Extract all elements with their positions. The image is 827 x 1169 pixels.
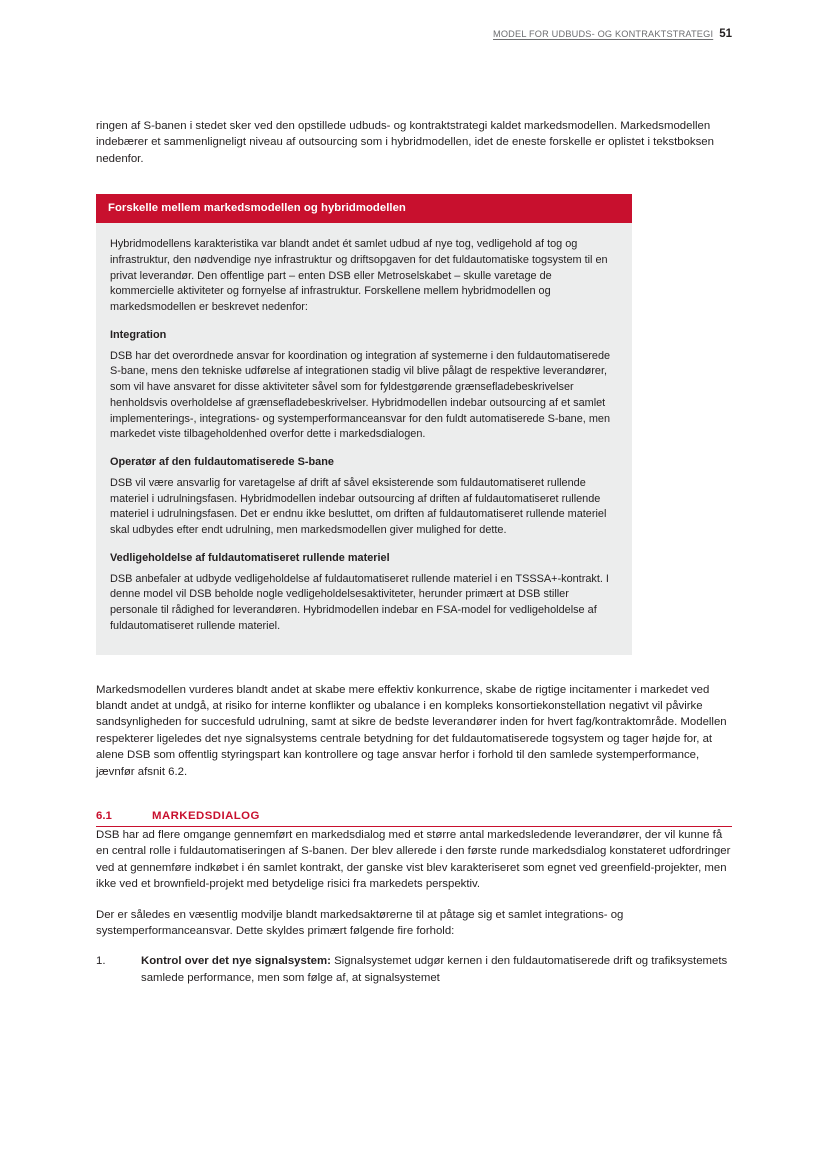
page-number: 51 (719, 28, 732, 40)
callout-paragraph-maintenance: DSB anbefaler at udbyde vedligeholdelse af fuldautomatiseret rullende materiel i en TSSSA+-kontrakt. I denne model vil DSB beholde nogle vedligeholdelsesaktiviteter, herunder primært at DSB stiller personale til rådighed for leverandøren. Hybridmodellen indebar en FSA-model for vedligeholdelse af fuldautomatiseret rullende materiel. (110, 572, 609, 632)
callout-title: Forskelle mellem markedsmodellen og hybridmodellen (96, 194, 632, 223)
page-header (96, 28, 732, 40)
callout-intro-paragraph: Hybridmodellens karakteristika var blandt andet ét samlet udbud af nye tog, vedligehold af tog og infrastruktur, den nødvendige nye infrastruktur og driftsopgaven for det fuldautomatiske togsystem til en privat leverandør. Den offentlige part – enten DSB eller Metroselskabet – skulle varetage de kommercielle aktiviteter og fornyelse af infrastruktur. Forskellene mellem hybridmodellen og markedsmodellen er beskrevet nedenfor: (110, 238, 608, 314)
list-item-lead: Kontrol over det nye signalsystem: (141, 955, 331, 968)
list-item-text (141, 953, 732, 986)
callout-subheading-operator: Operatør af den fuldautomatiserede S-bane (110, 455, 334, 468)
running-title: MODEL FOR UDBUDS- OG KONTRAKTSTRATEGI (493, 29, 714, 39)
page-content (96, 118, 732, 986)
section-heading (96, 810, 732, 827)
callout-body (96, 223, 632, 654)
intro-paragraph: ringen af S-banen i stedet sker ved den opstillede udbuds- og kontraktstrategi kaldet markedsmodellen. Markedsmodellen indebærer et sammenligneligt niveau af outsourcing som i hybridmodellen, idet de eneste forskelle er oplistet i tekstboksen nedenfor. (96, 120, 714, 165)
callout-paragraph-operator: DSB vil være ansvarlig for varetagelse af drift af såvel eksisterende som fuldautomatiseret rullende materiel i udrulningsfasen. Hybridmodellen indebar outsourcing af driften af fuldautomatiseret rullende materiel i udrulningsfasen. Det er endnu ikke besluttet, om driften af fuldautomatiseret rullende materiel skal udbydes efter endt udrulning, men markedsmodellen giver mulighed for dette. (110, 476, 607, 537)
callout-subheading-integration: Integration (110, 328, 167, 341)
section-number: 6.1 (96, 810, 112, 823)
callout-box (96, 194, 632, 654)
after-callout-paragraph: Markedsmodellen vurderes blandt andet at skabe mere effektiv konkurrence, skabe de rigtige incitamenter i markedet ved blandt andet at undgå, at risiko for interne konflikter og ubalance i en kompleks konsortiekonstellation negativt vil påvirke sandsynligheden for succesfuld udrulning, samt at sikre de bedste leverandører inden for hvert fag/kontraktområde. Modellen respekterer ligeledes det nye signalsystems centrale betydning for det fuldautomatiserede togsystem og tager højde for, at alene DSB som offentlig styringspart kan kontrollere og tage ansvar herfor i forhold til den samlede systemperformance, jævnfør afsnit 6.2. (96, 683, 727, 778)
list-item-marker: 1. (96, 955, 106, 968)
callout-subheading-maintenance: Vedligeholdelse af fuldautomatiseret rullende materiel (110, 551, 390, 564)
list-item-body: Signalsystemet udgør kernen i den fuldautomatiserede drift og trafiksystemets samlede performance, men som følge af, at signalsystemet (141, 955, 728, 984)
section-paragraph-2: Der er således en væsentlig modvilje blandt markedsaktørerne til at påtage sig et samlet integrations- og systemperformanceansvar. Dette skyldes primært følgende fire forhold: (96, 908, 624, 938)
section-paragraph-1: DSB har ad flere omgange gennemført en markedsdialog med et større antal markedsledende leverandører, der vil kunne få en central rolle i fuldautomatiseringen af S-banen. Der blev allerede i den første runde markedsdialog konstateret udfordringer ved at gennemføre indkøbet i én samlet kontrakt, der ganske vist blev karakteriseret som egnet ved greenfield-projekter, men ikke ved et brownfield-projekt med betydelige risici fra markedets perspektiv. (96, 829, 731, 891)
list-item (96, 953, 732, 986)
callout-paragraph-integration: DSB har det overordnede ansvar for koordination og integration af systemerne i den fuldautomatiserede S-bane, mens den tekniske udførelse af integrationen stadig vil blive pålagt de respektive leverandører, som vil have ansvaret for disse aktiviteter såvel som for fyldestgørende grænsefladebeskrivelser henholdsvis overholdelse af grænsefladebeskrivelser. Hybridmodellen indebar outsourcing af et samlet implementerings-, integrations- og systemperformanceansvar for den fuldt automatiserede S-bane, men markedet viste tilbageholdenhed overfor dette i markedsdialogen. (110, 349, 611, 441)
section-title: MARKEDSDIALOG (152, 810, 260, 823)
